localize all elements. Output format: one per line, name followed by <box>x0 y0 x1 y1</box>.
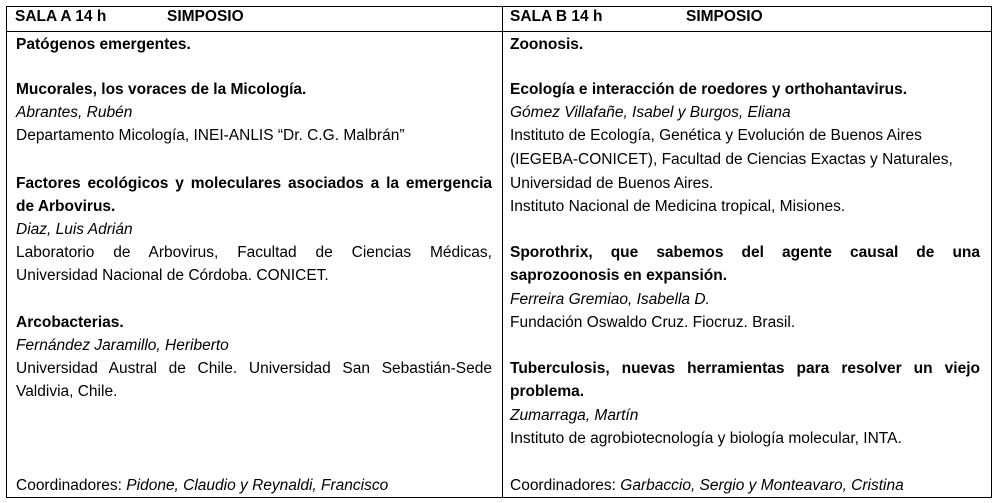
talk-affiliation: Fundación Oswaldo Cruz. Fiocruz. Brasil. <box>510 314 796 331</box>
sala-a-coordinators <box>16 474 388 497</box>
column-divider <box>502 6 503 498</box>
talk-affiliation: Instituto de Ecología, Genética y Evolución de Buenos Aires <box>510 127 922 144</box>
sala-a-type: SIMPOSIO <box>167 8 244 25</box>
talk-authors: Abrantes, Rubén <box>16 104 133 121</box>
talk-affiliation: Laboratorio de Arbovirus, Facultad de Ciencias Médicas, <box>16 244 492 261</box>
coordinators-names: Garbaccio, Sergio y Monteavaro, Cristina <box>620 477 904 494</box>
talk-affiliation: Instituto Nacional de Medicina tropical, Misiones. <box>510 198 846 215</box>
talk-affiliation: Departamento Micología, INEI-ANLIS “Dr. C.G. Malbrán” <box>16 127 405 144</box>
talk-affiliation: Universidad Austral de Chile. Universidad San Sebastián-Sede <box>16 360 492 377</box>
talk-title: problema. <box>510 383 585 400</box>
sala-b-type: SIMPOSIO <box>686 8 763 25</box>
sala-b-label: SALA B 14 h <box>510 8 603 25</box>
sala-a-topic: Patógenos emergentes. <box>16 36 191 53</box>
talk-authors: Diaz, Luis Adrián <box>16 221 133 238</box>
talk-authors: Gómez Villafañe, Isabel y Burgos, Eliana <box>510 104 791 121</box>
talk-title: Tuberculosis, nuevas herramientas para resolver un viejo <box>510 360 980 377</box>
sala-a-label: SALA A 14 h <box>15 8 107 25</box>
right-border <box>991 6 992 498</box>
talk-title: Sporothrix, que sabemos del agente causal de una <box>510 244 980 261</box>
talk-authors: Ferreira Gremiao, Isabella D. <box>510 291 710 308</box>
header-divider <box>6 31 992 32</box>
coordinators-label: Coordinadores: <box>510 477 621 494</box>
talk-title: Factores ecológicos y moleculares asociados a la emergencia <box>16 175 492 192</box>
sala-b-coordinators <box>510 474 904 497</box>
talk-title: Mucorales, los voraces de la Micología. <box>16 81 307 98</box>
talk-authors: Zumarraga, Martín <box>510 407 639 424</box>
talk-title: Arcobacterias. <box>16 314 124 331</box>
sala-b-topic: Zoonosis. <box>510 36 584 53</box>
talk-affiliation: Valdivia, Chile. <box>16 383 118 400</box>
talk-affiliation: Universidad de Buenos Aires. <box>510 175 714 192</box>
talk-authors: Fernández Jaramillo, Heriberto <box>16 337 229 354</box>
talk-affiliation: Instituto de agrobiotecnología y biología molecular, INTA. <box>510 430 902 447</box>
talk-title: de Arbovirus. <box>16 198 116 215</box>
talk-title: saprozoonosis en expansión. <box>510 267 728 284</box>
talk-title: Ecología e interacción de roedores y orthohantavirus. <box>510 81 908 98</box>
coordinators-names: Pidone, Claudio y Reynaldi, Francisco <box>126 477 389 494</box>
bottom-border <box>6 497 992 498</box>
talk-affiliation: Universidad Nacional de Córdoba. CONICET. <box>16 267 329 284</box>
coordinators-label: Coordinadores: <box>16 477 127 494</box>
talk-affiliation: (IEGEBA-CONICET), Facultad de Ciencias Exactas y Naturales, <box>510 151 953 168</box>
